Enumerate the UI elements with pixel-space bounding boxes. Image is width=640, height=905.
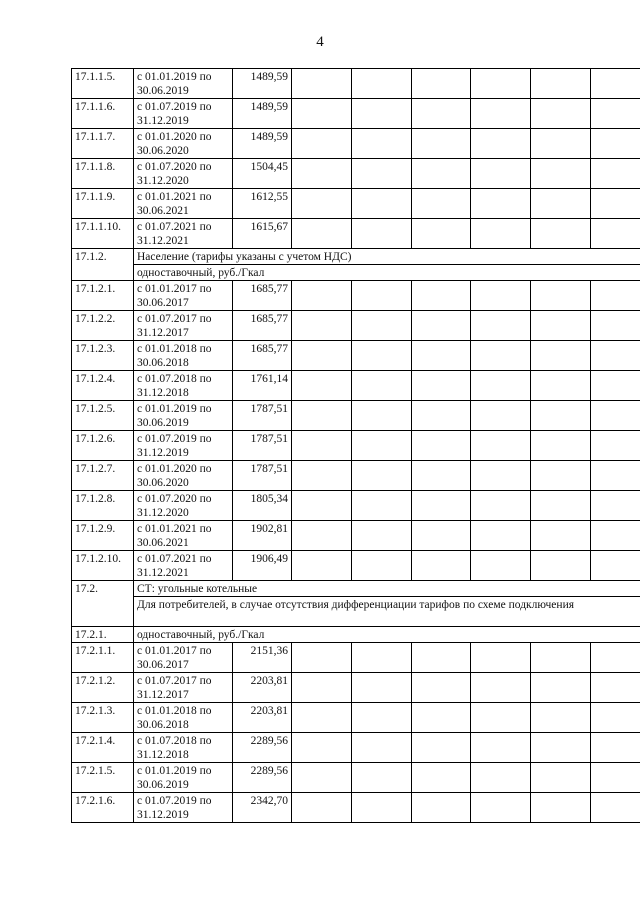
row-code: 17.1.2.4. <box>72 371 134 401</box>
empty-cell <box>471 491 531 521</box>
row-tariff-value: 1489,59 <box>233 69 292 99</box>
empty-cell <box>531 99 591 129</box>
row-code: 17.1.2.10. <box>72 551 134 581</box>
row-period: с 01.01.2018 по 30.06.2018 <box>134 341 233 371</box>
empty-cell <box>352 793 412 823</box>
row-code: 17.1.2.3. <box>72 341 134 371</box>
row-period: с 01.07.2020 по 31.12.2020 <box>134 491 233 521</box>
empty-cell <box>471 219 531 249</box>
empty-cell <box>292 673 352 703</box>
empty-cell <box>412 219 471 249</box>
row-period: с 01.01.2021 по 30.06.2021 <box>134 521 233 551</box>
row-period: с 01.01.2017 по 30.06.2017 <box>134 643 233 673</box>
table-row <box>72 673 640 703</box>
empty-cell <box>471 673 531 703</box>
empty-cell <box>412 69 471 99</box>
empty-cell <box>591 341 640 371</box>
empty-cell <box>412 733 471 763</box>
row-period: с 01.01.2019 по 30.06.2019 <box>134 401 233 431</box>
empty-cell <box>292 643 352 673</box>
section-title: СТ: угольные котельные <box>134 581 640 597</box>
empty-cell <box>352 129 412 159</box>
empty-cell <box>412 341 471 371</box>
row-tariff-value: 1906,49 <box>233 551 292 581</box>
page-number: 4 <box>316 34 324 50</box>
empty-cell <box>352 733 412 763</box>
table-row <box>72 129 640 159</box>
tariff-table <box>71 68 640 823</box>
empty-cell <box>292 371 352 401</box>
table-row <box>72 401 640 431</box>
empty-cell <box>471 793 531 823</box>
row-tariff-value: 1612,55 <box>233 189 292 219</box>
row-tariff-value: 1902,81 <box>233 521 292 551</box>
empty-cell <box>292 341 352 371</box>
table-row <box>72 371 640 401</box>
empty-cell <box>292 461 352 491</box>
row-tariff-value: 1489,59 <box>233 129 292 159</box>
empty-cell <box>352 643 412 673</box>
empty-cell <box>531 219 591 249</box>
section-header-row <box>72 581 640 597</box>
row-period: с 01.01.2021 по 30.06.2021 <box>134 189 233 219</box>
row-period: с 01.01.2019 по 30.06.2019 <box>134 69 233 99</box>
empty-cell <box>531 491 591 521</box>
section-code: 17.2. <box>72 581 134 627</box>
section-title: Для потребителей, в случае отсутствия дифференциации тарифов по схеме подключения <box>134 597 640 627</box>
row-period: с 01.01.2017 по 30.06.2017 <box>134 281 233 311</box>
table-row <box>72 733 640 763</box>
row-period: с 01.01.2020 по 30.06.2020 <box>134 461 233 491</box>
row-code: 17.1.2.6. <box>72 431 134 461</box>
empty-cell <box>591 733 640 763</box>
row-code: 17.1.2.1. <box>72 281 134 311</box>
empty-cell <box>412 159 471 189</box>
table-row <box>72 551 640 581</box>
empty-cell <box>412 431 471 461</box>
empty-cell <box>352 159 412 189</box>
empty-cell <box>352 673 412 703</box>
row-code: 17.1.2.9. <box>72 521 134 551</box>
empty-cell <box>591 281 640 311</box>
empty-cell <box>292 793 352 823</box>
empty-cell <box>292 491 352 521</box>
empty-cell <box>591 521 640 551</box>
empty-cell <box>412 793 471 823</box>
row-tariff-value: 2289,56 <box>233 763 292 793</box>
row-period: с 01.07.2018 по 31.12.2018 <box>134 371 233 401</box>
empty-cell <box>352 491 412 521</box>
empty-cell <box>352 401 412 431</box>
row-period: с 01.07.2019 по 31.12.2019 <box>134 99 233 129</box>
row-period: с 01.01.2019 по 30.06.2019 <box>134 763 233 793</box>
row-tariff-value: 2203,81 <box>233 703 292 733</box>
table-row <box>72 643 640 673</box>
empty-cell <box>471 763 531 793</box>
row-code: 17.2.1.1. <box>72 643 134 673</box>
row-tariff-value: 1787,51 <box>233 461 292 491</box>
empty-cell <box>292 69 352 99</box>
empty-cell <box>471 461 531 491</box>
row-code: 17.1.2.8. <box>72 491 134 521</box>
row-period: с 01.01.2018 по 30.06.2018 <box>134 703 233 733</box>
empty-cell <box>292 521 352 551</box>
empty-cell <box>531 311 591 341</box>
empty-cell <box>531 673 591 703</box>
empty-cell <box>531 189 591 219</box>
empty-cell <box>591 703 640 733</box>
empty-cell <box>531 431 591 461</box>
section-title: одноставочный, руб./Гкал <box>134 265 640 281</box>
row-tariff-value: 2289,56 <box>233 733 292 763</box>
row-code: 17.2.1.5. <box>72 763 134 793</box>
empty-cell <box>471 281 531 311</box>
row-tariff-value: 1685,77 <box>233 311 292 341</box>
empty-cell <box>531 733 591 763</box>
table-row <box>72 281 640 311</box>
empty-cell <box>292 703 352 733</box>
empty-cell <box>292 401 352 431</box>
table-row <box>72 703 640 733</box>
empty-cell <box>352 521 412 551</box>
section-header-row <box>72 597 640 627</box>
empty-cell <box>292 129 352 159</box>
empty-cell <box>412 643 471 673</box>
table-row <box>72 521 640 551</box>
empty-cell <box>531 763 591 793</box>
table-row <box>72 461 640 491</box>
empty-cell <box>591 401 640 431</box>
empty-cell <box>471 643 531 673</box>
empty-cell <box>591 551 640 581</box>
empty-cell <box>292 733 352 763</box>
row-tariff-value: 1685,77 <box>233 341 292 371</box>
table-row <box>72 491 640 521</box>
row-code: 17.1.1.10. <box>72 219 134 249</box>
empty-cell <box>412 461 471 491</box>
row-code: 17.1.1.5. <box>72 69 134 99</box>
row-period: с 01.07.2019 по 31.12.2019 <box>134 793 233 823</box>
empty-cell <box>352 311 412 341</box>
table-row <box>72 311 640 341</box>
row-period: с 01.07.2021 по 31.12.2021 <box>134 219 233 249</box>
empty-cell <box>292 159 352 189</box>
empty-cell <box>412 371 471 401</box>
empty-cell <box>352 703 412 733</box>
empty-cell <box>591 431 640 461</box>
empty-cell <box>471 431 531 461</box>
empty-cell <box>591 461 640 491</box>
empty-cell <box>412 99 471 129</box>
row-tariff-value: 1504,45 <box>233 159 292 189</box>
empty-cell <box>412 763 471 793</box>
empty-cell <box>412 129 471 159</box>
row-tariff-value: 1805,34 <box>233 491 292 521</box>
empty-cell <box>531 551 591 581</box>
row-period: с 01.07.2020 по 31.12.2020 <box>134 159 233 189</box>
row-code: 17.2.1.4. <box>72 733 134 763</box>
empty-cell <box>292 219 352 249</box>
empty-cell <box>531 703 591 733</box>
empty-cell <box>471 371 531 401</box>
table-row <box>72 763 640 793</box>
empty-cell <box>471 551 531 581</box>
empty-cell <box>591 159 640 189</box>
empty-cell <box>471 311 531 341</box>
empty-cell <box>471 99 531 129</box>
empty-cell <box>531 69 591 99</box>
empty-cell <box>292 431 352 461</box>
empty-cell <box>292 281 352 311</box>
empty-cell <box>531 643 591 673</box>
empty-cell <box>292 189 352 219</box>
empty-cell <box>412 189 471 219</box>
empty-cell <box>471 401 531 431</box>
empty-cell <box>471 341 531 371</box>
empty-cell <box>591 99 640 129</box>
empty-cell <box>591 69 640 99</box>
empty-cell <box>352 219 412 249</box>
empty-cell <box>292 763 352 793</box>
row-tariff-value: 2342,70 <box>233 793 292 823</box>
table-row <box>72 219 640 249</box>
section-code: 17.2.1. <box>72 627 134 643</box>
row-tariff-value: 1761,14 <box>233 371 292 401</box>
empty-cell <box>412 551 471 581</box>
empty-cell <box>412 281 471 311</box>
table-row <box>72 341 640 371</box>
section-title: одноставочный, руб./Гкал <box>134 627 640 643</box>
empty-cell <box>531 793 591 823</box>
row-tariff-value: 2151,36 <box>233 643 292 673</box>
empty-cell <box>591 673 640 703</box>
table-row <box>72 431 640 461</box>
empty-cell <box>591 129 640 159</box>
section-header-row <box>72 265 640 281</box>
row-tariff-value: 1787,51 <box>233 431 292 461</box>
empty-cell <box>352 189 412 219</box>
empty-cell <box>292 311 352 341</box>
row-code: 17.1.2.2. <box>72 311 134 341</box>
empty-cell <box>531 461 591 491</box>
row-tariff-value: 1787,51 <box>233 401 292 431</box>
empty-cell <box>591 219 640 249</box>
row-tariff-value: 1685,77 <box>233 281 292 311</box>
empty-cell <box>352 281 412 311</box>
empty-cell <box>292 551 352 581</box>
section-title: Население (тарифы указаны с учетом НДС) <box>134 249 640 265</box>
empty-cell <box>412 673 471 703</box>
empty-cell <box>352 461 412 491</box>
empty-cell <box>591 763 640 793</box>
empty-cell <box>471 189 531 219</box>
empty-cell <box>412 401 471 431</box>
row-period: с 01.01.2020 по 30.06.2020 <box>134 129 233 159</box>
empty-cell <box>591 371 640 401</box>
empty-cell <box>531 371 591 401</box>
empty-cell <box>412 311 471 341</box>
row-code: 17.2.1.2. <box>72 673 134 703</box>
empty-cell <box>471 159 531 189</box>
table-row <box>72 159 640 189</box>
row-code: 17.1.1.7. <box>72 129 134 159</box>
empty-cell <box>352 551 412 581</box>
empty-cell <box>352 371 412 401</box>
empty-cell <box>412 491 471 521</box>
row-code: 17.1.1.6. <box>72 99 134 129</box>
row-code: 17.2.1.6. <box>72 793 134 823</box>
empty-cell <box>352 431 412 461</box>
empty-cell <box>531 281 591 311</box>
empty-cell <box>471 129 531 159</box>
row-tariff-value: 2203,81 <box>233 673 292 703</box>
empty-cell <box>591 311 640 341</box>
empty-cell <box>471 521 531 551</box>
empty-cell <box>352 763 412 793</box>
row-period: с 01.07.2017 по 31.12.2017 <box>134 673 233 703</box>
table-row <box>72 793 640 823</box>
row-code: 17.1.2.7. <box>72 461 134 491</box>
empty-cell <box>591 491 640 521</box>
row-code: 17.1.1.9. <box>72 189 134 219</box>
table-row <box>72 69 640 99</box>
empty-cell <box>352 69 412 99</box>
empty-cell <box>531 129 591 159</box>
empty-cell <box>471 69 531 99</box>
row-code: 17.2.1.3. <box>72 703 134 733</box>
section-header-row <box>72 249 640 265</box>
tariff-table-body <box>72 69 640 823</box>
empty-cell <box>531 159 591 189</box>
row-period: с 01.07.2017 по 31.12.2017 <box>134 311 233 341</box>
empty-cell <box>591 189 640 219</box>
empty-cell <box>471 733 531 763</box>
empty-cell <box>292 99 352 129</box>
row-code: 17.1.1.8. <box>72 159 134 189</box>
table-row <box>72 189 640 219</box>
empty-cell <box>412 703 471 733</box>
empty-cell <box>352 99 412 129</box>
section-header-row <box>72 627 640 643</box>
row-period: с 01.07.2021 по 31.12.2021 <box>134 551 233 581</box>
row-period: с 01.07.2019 по 31.12.2019 <box>134 431 233 461</box>
empty-cell <box>531 341 591 371</box>
row-period: с 01.07.2018 по 31.12.2018 <box>134 733 233 763</box>
empty-cell <box>471 703 531 733</box>
table-row <box>72 99 640 129</box>
empty-cell <box>591 643 640 673</box>
empty-cell <box>352 341 412 371</box>
empty-cell <box>412 521 471 551</box>
empty-cell <box>531 521 591 551</box>
empty-cell <box>531 401 591 431</box>
section-code: 17.1.2. <box>72 249 134 281</box>
empty-cell <box>591 793 640 823</box>
row-code: 17.1.2.5. <box>72 401 134 431</box>
row-tariff-value: 1489,59 <box>233 99 292 129</box>
row-tariff-value: 1615,67 <box>233 219 292 249</box>
